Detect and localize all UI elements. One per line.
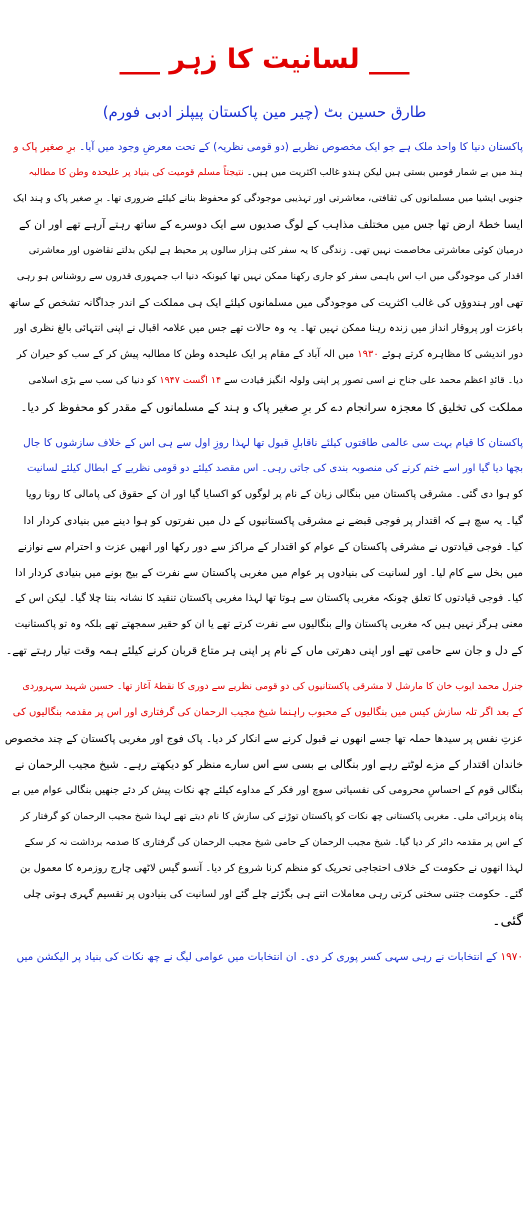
text-segment: ۱۹۳۰ bbox=[357, 349, 379, 360]
paragraph-line bbox=[4, 482, 523, 508]
paragraph-line bbox=[4, 394, 523, 420]
text-segment: اقدار کی موجودگی میں اب اس باہمی سفر کو جاری رکھنا ممکن نہیں تھا کیونکہ دنیا اب جمہوری قدروں سے روشناس ہو رہی bbox=[16, 271, 523, 282]
paragraph-line bbox=[4, 508, 523, 534]
text-segment: جنوبی ایشیا میں مسلمانوں کی ثقافتی، معاشرتی اور تہذیبی موجودگی کو محفوظ بنانے کیلئے ضروری تھا۔ برِ صغیر پاک و ہند ایک bbox=[13, 193, 523, 204]
text-segment: درمیان کوئی معاشرتی مخاصمت نہیں تھی۔ زندگی کا یہ سفر کئی ہزار سالوں پر محیط ہے لیکن بدلتے تقاضوں اور معاشرتی bbox=[28, 245, 523, 256]
paragraph-line bbox=[4, 456, 523, 482]
article-paragraph bbox=[4, 944, 523, 970]
paragraph-line bbox=[4, 290, 523, 316]
paragraph-line bbox=[4, 908, 523, 934]
text-segment: خاندان اقتدار کے مزے لوٹتے رہے اور بنگالی بے بسی سے اس سارے منظر کو دیکھتے رہے۔ شیخ مجیب الرحمان نے bbox=[14, 758, 523, 771]
text-segment: گئے۔ حکومت جتنی سختی کرتی رہی معاملات اتنے ہی بگڑتے چلے گئے اور لسانیت کی بنیادوں پر تقسیم گہری ہوتی چلی bbox=[23, 889, 523, 900]
paragraph-line bbox=[4, 586, 523, 612]
paragraph-line bbox=[4, 160, 523, 186]
paragraph-line bbox=[4, 856, 523, 882]
text-segment: پاکستان کا قیام بہت سی عالمی طاقتوں کیلئے ناقابلِ قبول تھا لہذا روزِ اول سے ہی اس کے خلاف سازشوں کا جال bbox=[23, 437, 523, 449]
paragraph-line bbox=[4, 264, 523, 290]
text-segment: بنگالی قوم کے احساسِ محرومی کی نفسیاتی سوچ اور فکر کے مداوے کیلئے چھ نکات پیش کر دئے جنھیں بنگالی عوام میں بے bbox=[11, 785, 523, 796]
text-segment: ۱۹۷۰ bbox=[500, 951, 523, 963]
paragraph-line bbox=[4, 238, 523, 264]
paragraph-line bbox=[4, 430, 523, 456]
text-segment: کے انتخابات نے رہی سہی کسر پوری کر دی۔ ان انتخابات میں عوامی لیگ نے چھ نکات کی بنیاد پر الیکشن میں bbox=[16, 951, 501, 963]
text-segment: کو ہوا دی گئی۔ مشرقی پاکستان میں بنگالی زبان کے نام پر لوگوں کو اکسایا گیا اور ان کے حقوق کی پامالی کا رونا رویا bbox=[25, 489, 523, 500]
paragraph-line bbox=[4, 612, 523, 638]
text-segment: کو دنیا کی سب سے بڑی اسلامی bbox=[28, 375, 160, 386]
paragraph-line bbox=[4, 752, 523, 778]
text-segment: مملکت کی تخلیق کا معجزہ سرانجام دے کر برِ صغیر پاک و ہند کے مسلمانوں کے مقدر کو محفوظ کر دیا۔ bbox=[20, 400, 523, 414]
paragraph-line bbox=[4, 342, 523, 368]
article-paragraph bbox=[4, 430, 523, 664]
article-paragraph bbox=[4, 134, 523, 420]
text-segment: کے بعد اگر تلہ سازش کیس میں بنگالیوں کے محبوب راہنما شیخ مجیب الرحمان کی گرفتاری اور اس پر مقدمہ بنگالیوں کی bbox=[12, 707, 523, 718]
text-segment: میں بخل سے کام لیا۔ اور لسانیت کی بنیادوں پر عوام میں مغربی پاکستان سے نفرت کے بیج بونے میں بنیادی کردار ادا bbox=[15, 567, 523, 579]
text-segment: کیا۔ فوجی قیادتوں نے مشرقی پاکستان کے عوام کو اقتدار کے مراکز سے دور رکھا اور انھیں عزت و احترام سے نوازنے bbox=[17, 541, 523, 553]
text-segment: کیا۔ فوجی قیادتوں کا تعلق چونکہ مغربی پاکستان سے ہوتا تھا لہذا مغربی پاکستان تنقید کا نشانہ بنتا چلا گیا۔ لیکن اس کے bbox=[14, 593, 523, 604]
paragraph-line bbox=[4, 830, 523, 856]
paragraph-line bbox=[4, 638, 523, 664]
article-body bbox=[0, 134, 529, 970]
text-segment: پاکستان دنیا کا واحد ملک ہے جو ایک مخصوص نظریے (دو قومی نظریہ) کے تحت معرضِ وجود میں آیا۔ bbox=[79, 141, 523, 153]
paragraph-line bbox=[4, 726, 523, 752]
text-segment: لہذا انھوں نے حکومت کے خلاف احتجاجی تحریک کو منظم کرنا شروع کر دیا۔ آنسو گیس لاٹھی چارج روزمرہ کا معمول بن bbox=[20, 863, 523, 874]
paragraph-line bbox=[4, 534, 523, 560]
text-segment: باعزت اور پروقار انداز میں زندہ رہنا ممکن نہیں تھا۔ یہ وہ حالات تھے جس میں علامہ اقبال نے اپنی انتہائی بالغ نظری اور bbox=[14, 323, 523, 334]
text-segment: گئی۔ bbox=[492, 913, 523, 929]
paragraph-line bbox=[4, 882, 523, 908]
text-segment: ۱۴ اگست ۱۹۴۷ bbox=[159, 375, 222, 386]
author-byline: طارق حسین بٹ (چیر مین پاکستان پیپلز ادبی فورم) bbox=[102, 103, 427, 121]
text-segment: کے اس پر مقدمہ دائر کر دیا گیا۔ شیخ مجیب الرحمان کے حامی شیخ مجیب الرحمان کی گرفتاری کا صدمہ برداشت نہ کر سکے bbox=[24, 837, 523, 848]
paragraph-line bbox=[4, 778, 523, 804]
text-segment: بچھا دیا گیا اور اسے ختم کرنے کی منصوبہ بندی کی جاتی رہی۔ اس مقصد کیلئے دو قومی نظریے کے ابطال کیلئے لسانیت bbox=[27, 463, 523, 474]
paragraph-line bbox=[4, 134, 523, 160]
text-segment: میں الہ آباد کے مقام پر ایک علیحدہ وطن کا مطالبہ پیش کر کے سب کو حیران کر bbox=[16, 349, 358, 360]
text-segment: ایسا خطۂ ارض تھا جس میں مختلف مذاہب کے لوگ صدیوں سے ایک دوسرے کے ساتھ رہتے آرہے تھے اور ان کے bbox=[18, 218, 523, 231]
text-segment: معنی ہرگز نہیں ہیں کہ مغربی پاکستان والے بنگالیوں سے نفرت کرتے تھے یا ان کو حقیر سمجھتے تھے بلکہ وہ تو پاکستانیت bbox=[14, 619, 523, 630]
text-segment: دیا۔ قائدِ اعظم محمد علی جناح نے اسی تصور پر اپنی ولولہ انگیز قیادت سے bbox=[221, 375, 523, 386]
paragraph-line bbox=[4, 804, 523, 830]
text-segment: ہند میں بے شمار قومیں بستی ہیں لیکن ہندو غالب اکثریت میں ہیں۔ bbox=[243, 167, 523, 178]
text-segment: نتیجتاً مسلم قومیت کی بنیاد پر علیحدہ وطن کا مطالبہ bbox=[28, 167, 244, 178]
text-segment: تھی اور ہندوؤں کی غالب اکثریت کی موجودگی میں مسلمانوں کیلئے ایک ہی مملکت کے اندر جداگانہ تشخص کے ساتھ bbox=[8, 297, 523, 309]
paragraph-line bbox=[4, 700, 523, 726]
paragraph-line bbox=[4, 674, 523, 700]
paragraph-line bbox=[4, 560, 523, 586]
text-segment: جنرل محمد ایوب خان کا مارشل لا مشرقی پاکستانیوں کی دو قومی نظریے سے دوری کا نقطۂ آغاز تھا۔ حسین شہید سہروردی bbox=[22, 681, 523, 692]
paragraph-line bbox=[4, 316, 523, 342]
paragraph-line bbox=[4, 186, 523, 212]
text-segment: پناہ پزیرائی ملی۔ مغربی پاکستانی چھ نکات کو پاکستان توڑنے کی سازش کا نام دیتے تھے لہذا شیخ مجیب الرحمان کو گرفتار کر bbox=[20, 811, 523, 822]
paragraph-line bbox=[4, 368, 523, 394]
text-segment: کے دل و جان سے حامی تھے اور اپنی دھرتی ماں کے نام پر اپنی ہر متاع قربان کرنے کیلئے ہمہ وقت تیار رہتے تھے۔ bbox=[5, 644, 523, 657]
text-segment: دور اندیشی کا مظاہرہ کرتے ہوئے bbox=[378, 349, 523, 360]
article-paragraph bbox=[4, 674, 523, 934]
text-segment: عزتِ نفس پر سیدھا حملہ تھا جسے انھوں نے قبول کرنے سے انکار کر دیا۔ پاک فوج اور مغربی پاکستان کے چند مخصوص bbox=[4, 733, 523, 745]
article-title: ___ لسانیت کا زہر ___ bbox=[119, 44, 410, 75]
paragraph-line bbox=[4, 212, 523, 238]
paragraph-line bbox=[4, 944, 523, 970]
text-segment: برِ صغیر پاک و bbox=[13, 141, 80, 153]
text-segment: گیا۔ یہ سچ ہے کہ اقتدار پر فوجی قبضے نے مشرقی پاکستانیوں کے دل میں نفرتوں کو ہوا دینے میں بنیادی کردار ادا bbox=[23, 515, 523, 527]
